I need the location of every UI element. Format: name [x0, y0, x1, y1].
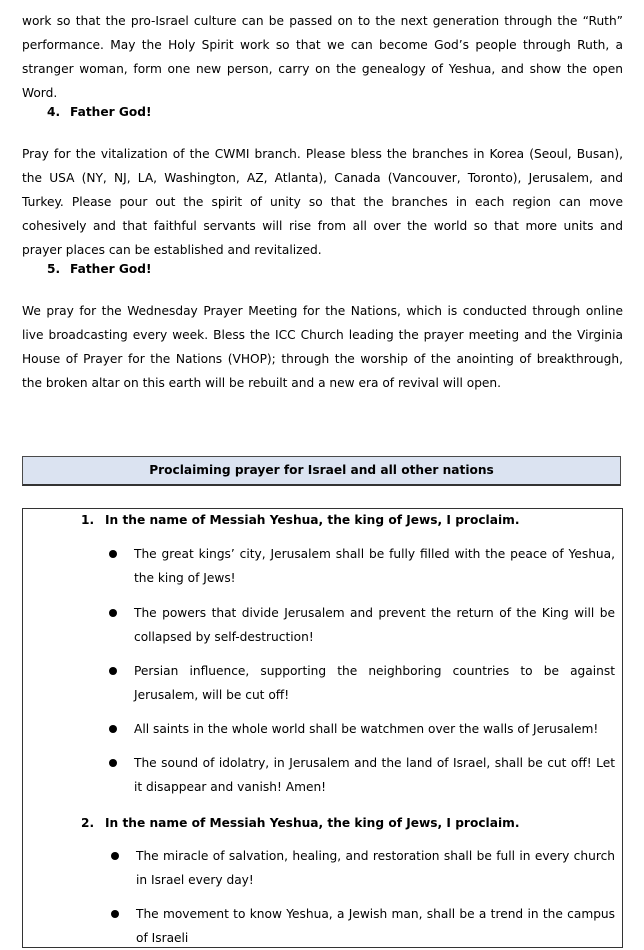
bullet-icon: [111, 852, 119, 860]
proclamation-item-2-heading: [81, 815, 519, 831]
proclamation-item-1-heading: [81, 512, 519, 528]
list-item: The powers that divide Jerusalem and prevent the return of the King will be collapsed by self-destruction!: [134, 606, 615, 644]
list-item: The movement to know Yeshua, a Jewish man, shall be a trend in the campus of Israeli: [136, 907, 615, 945]
section-4-body: Pray for the vitalization of the CWMI branch. Please bless the branches in Korea (Seoul, Busan), the USA (NY, NJ, LA, Washington, AZ, Atlanta), Canada (Vancouver, Toronto), Jerusalem, and Turkey. Please pour out the spirit of unity so that the branches in each region can move cohesively and that faithful servants will rise from all over the world so that more units and prayer places can be established and revitalized.: [22, 147, 623, 257]
bullet-icon: [109, 609, 117, 617]
section-5-body: We pray for the Wednesday Prayer Meeting for the Nations, which is conducted through online live broadcasting every week. Bless the ICC Church leading the prayer meeting and the Virginia House of Prayer for the Nations (VHOP); through the worship of the anointing of breakthrough, the broken altar on this earth will be rebuilt and a new era of revival will open.: [22, 304, 623, 390]
item-number: 2.: [81, 816, 95, 830]
section-4-heading: [47, 104, 152, 120]
section-number: 4.: [47, 105, 61, 119]
section-title: Father God!: [70, 262, 152, 276]
list-item: All saints in the whole world shall be watchmen over the walls of Jerusalem!: [134, 722, 599, 736]
bullet-icon: [109, 759, 117, 767]
bullet-icon: [109, 725, 117, 733]
section-title: Father God!: [70, 105, 152, 119]
bullet-icon: [111, 910, 119, 918]
list-item: The great kings’ city, Jerusalem shall be fully filled with the peace of Yeshua, the king of Jews!: [134, 547, 615, 585]
list-item: The sound of idolatry, in Jerusalem and the land of Israel, shall be cut off! Let it disappear and vanish! Amen!: [134, 756, 615, 794]
item-heading-text: In the name of Messiah Yeshua, the king of Jews, I proclaim.: [105, 513, 520, 527]
item-heading-text: In the name of Messiah Yeshua, the king of Jews, I proclaim.: [105, 816, 520, 830]
section-5-heading: [47, 261, 152, 277]
bullet-icon: [109, 550, 117, 558]
proclamation-box-title: Proclaiming prayer for Israel and all other nations: [22, 456, 621, 486]
list-item: Persian influence, supporting the neighboring countries to be against Jerusalem, will be cut off!: [134, 664, 615, 702]
item-number: 1.: [81, 513, 95, 527]
bullet-icon: [109, 667, 117, 675]
section-number: 5.: [47, 262, 61, 276]
list-item: The miracle of salvation, healing, and restoration shall be full in every church in Israel every day!: [136, 849, 615, 887]
intro-paragraph: work so that the pro-Israel culture can be passed on to the next generation through the “Ruth” performance. May the Holy Spirit work so that we can become God’s people through Ruth, a stranger woman, form one new person, carry on the genealogy of Yeshua, and show the open Word.: [22, 14, 623, 100]
